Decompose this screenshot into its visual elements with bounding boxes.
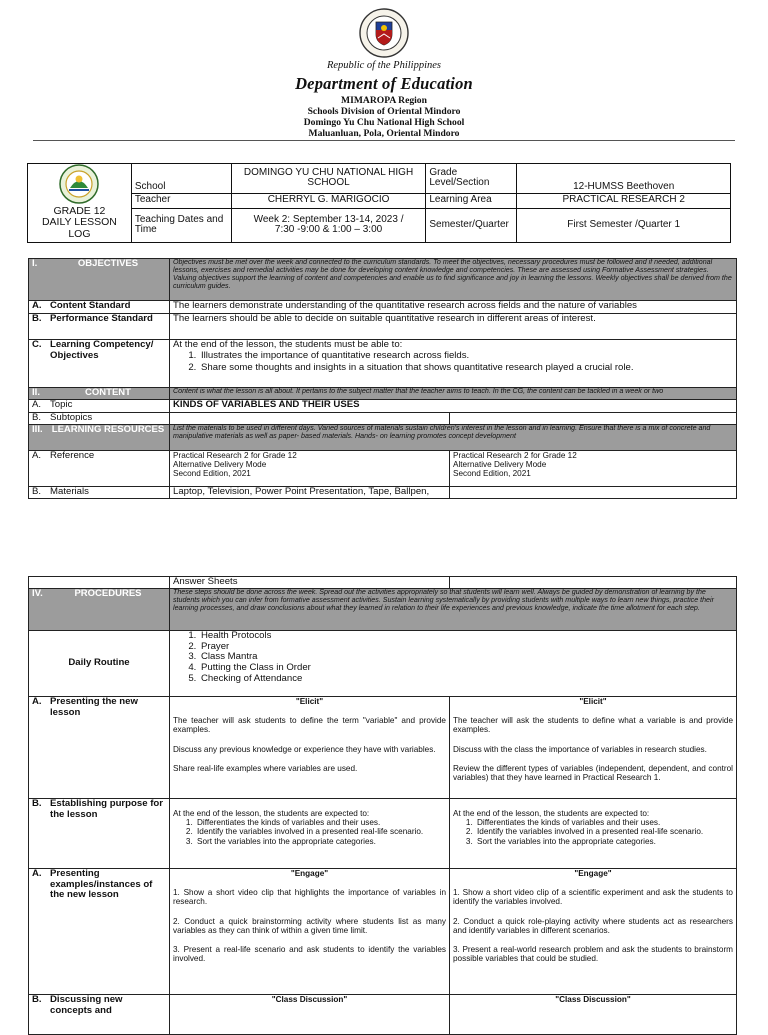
subtopics-label: Subtopics	[50, 412, 93, 423]
resources-note: List the materials to be used in different days. Varied sources of materials sustain children's interest in the lesson and in learning. Ensure that there is a mix of concrete and manipulative materials as well as paper- based materials. Hands- on learning promotes concept development	[170, 425, 737, 451]
competency-item: 2. Share some thoughts and insights in a situation that shows quantitative research played a crucial role.	[199, 363, 733, 374]
topic-text: KINDS OF VARIABLES AND THEIR USES	[170, 400, 737, 413]
purpose-col1	[170, 799, 450, 869]
examples-num: A.	[32, 868, 42, 879]
competency-list	[173, 351, 733, 374]
reference-label-cell	[29, 451, 170, 487]
content-standard-text: The learners demonstrate understanding of the quantitative research across fields and the nature of variables	[170, 301, 737, 314]
grade-value: 12-HUMSS Beethoven	[517, 164, 731, 194]
sem-value: First Semester /Quarter 1	[517, 208, 731, 242]
purpose-item: 2. Identify the variables involved in a presented real-life scenario.	[475, 827, 733, 836]
sem-label: Semester/Quarter	[426, 208, 517, 242]
objectives-note: Objectives must be met over the week and connected to the curriculum standards. To meet the objectives, necessary procedures must be followed and if needed, additional lessons, exercises and remedial activities may be done for developing content knowledge and competencies. These are assessed using Formative Assessment strategies. Valuing objectives support the learning of content and competencies and enable us to find significance and joy in learning the lessons. Weekly objectives shall be derived from the curriculum guides.	[170, 259, 737, 301]
examples-label: Presenting examples/instances of the new lesson	[50, 868, 153, 901]
header-divider	[33, 140, 735, 141]
procedures-table	[28, 576, 737, 1035]
competency-label-cell	[29, 340, 170, 388]
engage-paragraph: 1. Show a short video clip of a scientific experiment and ask the students to identify the variables involved.	[453, 888, 733, 907]
purpose-label-cell	[29, 799, 170, 869]
purpose-intro: At the end of the lesson, the students are expected to:	[453, 809, 650, 818]
content-note: Content is what the lesson is all about. It pertains to the subject matter that the teacher aims to teach. In the CG, the content can be tackled in a week or two	[170, 388, 737, 400]
engage-paragraph: 3. Present a real-life scenario and ask students to identify the variables involved.	[173, 944, 446, 964]
purpose-intro: At the end of the lesson, the students are expected to:	[173, 809, 370, 818]
teacher-label: Teacher	[131, 193, 231, 208]
dates-label: Teaching Dates and Time	[131, 208, 231, 242]
elicit-col1	[170, 697, 450, 799]
engage-col1	[170, 869, 450, 995]
engage-paragraph: 2. Conduct a quick brainstorming activity where students list as many variables as they can think of within a given time limit.	[173, 916, 446, 935]
subtopics-col2	[450, 413, 737, 425]
content-header	[29, 388, 170, 400]
school-label: School	[131, 164, 231, 194]
elicit-paragraph: Discuss any previous knowledge or experience they have with variables.	[173, 744, 436, 754]
materials-label-cell	[29, 487, 170, 499]
engage-col2	[450, 869, 737, 995]
competency-num: C.	[32, 339, 42, 350]
objectives-table	[28, 258, 737, 499]
daily-routine-label: Daily Routine	[29, 631, 170, 697]
engage-paragraph: 1. Show a short video clip that highlights the importance of variables in research.	[173, 888, 446, 907]
content-standard-label: Content Standard	[50, 300, 131, 311]
purpose-list	[173, 818, 446, 846]
purpose-item: 1. Differentiates the kinds of variables and their uses.	[475, 818, 733, 827]
purpose-label: Establishing purpose for the lesson	[50, 798, 164, 820]
routine-item: 3. Class Mantra	[199, 652, 733, 663]
purpose-item: 1. Differentiates the kinds of variables and their uses.	[195, 818, 446, 827]
examples-label-cell	[29, 869, 170, 995]
competency-label: Learning Competency/ Objectives	[50, 339, 154, 361]
school-logo-cell	[28, 164, 132, 243]
performance-standard-text: The learners should be able to decide on suitable quantitative research in different areas of interest.	[170, 314, 737, 340]
reference-col2	[450, 451, 737, 487]
purpose-col2	[450, 799, 737, 869]
elicit-paragraph: The teacher will ask the students to define what a variable is and provide examples.	[453, 716, 733, 735]
elicit-paragraph: The teacher will ask students to define the term "variable" and provide examples.	[173, 716, 446, 735]
reference-col1	[170, 451, 450, 487]
materials-label: Materials	[50, 486, 89, 497]
performance-standard-label-cell	[29, 314, 170, 340]
subtopics-label-cell	[29, 413, 170, 425]
objectives-title: OBJECTIVES	[77, 258, 139, 269]
objectives-num: I.	[32, 258, 38, 269]
engage-heading: "Engage"	[574, 869, 612, 878]
topic-num: A.	[32, 399, 42, 410]
engage-paragraph: 2. Conduct a quick role-playing activity where students act as researchers and identify variables in different scenarios.	[453, 916, 733, 935]
content-num: II.	[32, 387, 40, 398]
elicit-heading: "Elicit"	[295, 697, 324, 706]
school-logo	[59, 164, 99, 204]
competency-item: 1. Illustrates the importance of quantitative research across fields.	[199, 351, 733, 362]
discussing-label: Discussing new concepts and	[50, 994, 123, 1016]
procedures-title: PROCEDURES	[74, 588, 142, 599]
purpose-item: 3. Sort the variables into the appropriate categories.	[195, 837, 446, 846]
routine-item: 1. Health Protocols	[199, 631, 733, 642]
elicit-col2	[450, 697, 737, 799]
reference-num: A.	[32, 450, 42, 461]
subtopics-col1	[170, 413, 450, 425]
materials-text: Laptop, Television, Power Point Presentation, Tape, Ballpen,	[170, 487, 450, 499]
subtopics-num: B.	[32, 412, 42, 423]
resources-title: LEARNING RESOURCES	[51, 424, 165, 435]
performance-standard-label: Performance Standard	[50, 313, 153, 324]
elicit-paragraph: Discuss with the class the importance of variables in research studies.	[453, 744, 707, 754]
reference-line: Second Edition, 2021	[173, 469, 251, 479]
republic-text: Republic of the Philippines	[326, 60, 442, 71]
grade-title: GRADE 12	[53, 205, 106, 217]
engage-paragraph: 3. Present a real-world research problem and ask the students to brainstorm possible variables that could be studied.	[453, 944, 733, 964]
area-label: Learning Area	[426, 193, 517, 208]
objectives-header	[29, 259, 170, 301]
elicit-heading: "Elicit"	[579, 697, 607, 706]
materials-cont-col2	[450, 577, 737, 589]
materials-num: B.	[32, 486, 42, 497]
daily-routine-cell	[170, 631, 737, 697]
purpose-item: 2. Identify the variables involved in a presented real-life scenario.	[195, 827, 446, 836]
elicit-paragraph: Share real-life examples where variables are used.	[173, 763, 358, 773]
content-title: CONTENT	[85, 387, 131, 398]
routine-item: 5. Checking of Attendance	[199, 674, 733, 685]
reference-line: Practical Research 2 for Grade 12	[173, 451, 297, 460]
procedures-num: IV.	[32, 588, 43, 599]
reference-line: Practical Research 2 for Grade 12	[453, 451, 577, 460]
content-standard-num: A.	[32, 300, 42, 311]
competency-cell	[170, 340, 737, 388]
region-text: MIMAROPA Region	[341, 95, 427, 106]
presenting-lesson-label: Presenting the new lesson	[50, 696, 138, 718]
competency-intro: At the end of the lesson, the students must be able to:	[173, 339, 403, 350]
presenting-lesson-num: A.	[32, 696, 42, 707]
content-standard-label-cell	[29, 301, 170, 314]
resources-num: III.	[32, 424, 43, 435]
dates-value-line-2: 7:30 -9:00 & 1:00 – 3:00	[274, 224, 383, 236]
topic-label: Topic	[50, 399, 73, 410]
routine-item: 2. Prayer	[199, 642, 733, 653]
procedures-header	[29, 589, 170, 631]
dates-value	[231, 208, 426, 242]
elicit-paragraph: Review the different types of variables (independent, dependent, and control variables) that they have learned in Practical Research 1.	[453, 763, 733, 782]
deped-seal-logo	[359, 8, 409, 58]
reference-label: Reference	[50, 450, 95, 461]
reference-line: Alternative Delivery Mode	[453, 460, 547, 470]
purpose-num: B.	[32, 798, 42, 809]
address-text: Maluanluan, Pola, Oriental Mindoro	[308, 128, 460, 139]
engage-heading: "Engage"	[290, 869, 329, 878]
school-text: Domingo Yu Chu National High School	[303, 117, 465, 128]
purpose-item: 3. Sort the variables into the appropriate categories.	[475, 837, 733, 846]
discussion-heading: "Class Discussion"	[271, 995, 348, 1004]
area-value: PRACTICAL RESEARCH 2	[517, 193, 731, 208]
routine-item: 4. Putting the Class in Order	[199, 663, 733, 674]
daily-routine-list	[173, 631, 733, 685]
presenting-lesson-label-cell	[29, 697, 170, 799]
teacher-value: CHERRYL G. MARIGOCIO	[231, 193, 426, 208]
log-title: DAILY LESSON LOG	[41, 216, 117, 240]
discussing-num: B.	[32, 994, 42, 1005]
purpose-list	[453, 818, 733, 846]
resources-header	[29, 425, 170, 451]
reference-line: Second Edition, 2021	[453, 469, 531, 479]
discussion-heading: "Class Discussion"	[555, 995, 631, 1004]
procedures-note: These steps should be done across the week. Spread out the activities appropriately so that students will learn well. Always be guided by demonstration of learning by the students which you can infer from formative assessment activities. Sustain learning systematically by providing students with multiple ways to learn new things, practice their learning processes, and draw conclusions about what they learned in relation to their life experiences and previous knowledge, indicate the time allotment for each step.	[170, 589, 737, 631]
materials-cont-text: Answer Sheets	[170, 577, 450, 589]
reference-line: Alternative Delivery Mode	[173, 460, 267, 470]
department-text: Department of Education	[295, 74, 473, 93]
dates-value-line-1: Week 2: September 13-14, 2023 /	[253, 213, 404, 225]
topic-label-cell	[29, 400, 170, 413]
division-text: Schools Division of Oriental Mindoro	[307, 106, 461, 117]
discussion-col2	[450, 995, 737, 1035]
discussion-col1	[170, 995, 450, 1035]
lesson-info-table	[27, 163, 731, 243]
school-value: DOMINGO YU CHU NATIONAL HIGH SCHOOL	[231, 164, 426, 194]
grade-label: Grade Level/Section	[426, 164, 517, 194]
materials-cont-label	[29, 577, 170, 589]
materials-col2	[450, 487, 737, 499]
discussing-label-cell	[29, 995, 170, 1035]
performance-standard-num: B.	[32, 313, 42, 324]
